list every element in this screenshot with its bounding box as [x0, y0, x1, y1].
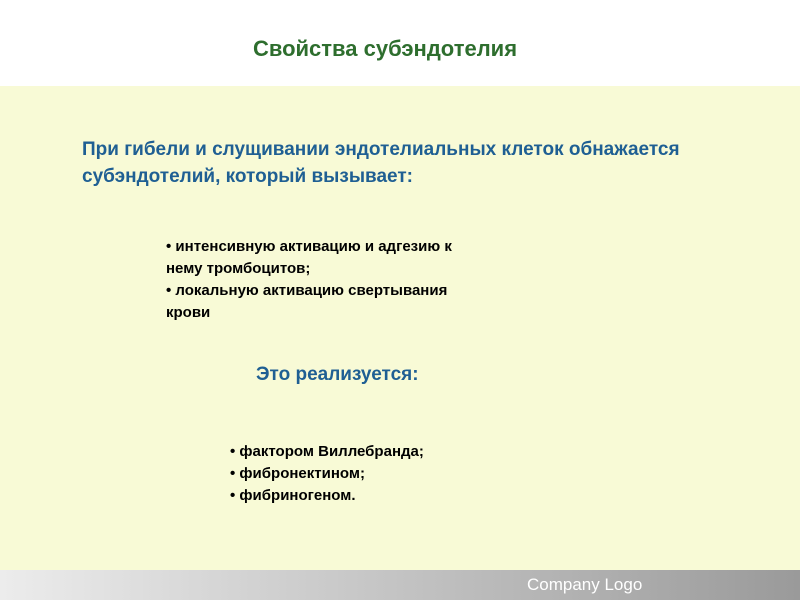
bullet-icon: • [230, 465, 236, 482]
bullet-icon: • [230, 487, 236, 504]
company-logo: Company Logo [527, 575, 643, 594]
effect-text: интенсивную активацию и адгезию к нему тромбоцитов; [166, 238, 452, 277]
list-item [166, 280, 586, 324]
bullet-icon: • [230, 443, 236, 460]
factor-text: фибриногеном. [235, 487, 356, 504]
list-item [166, 236, 586, 280]
site-url: www.themegallery. com [610, 5, 752, 46]
list-item [230, 463, 550, 485]
effect-text: локальную активацию свертывания крови [166, 282, 448, 321]
list-item [230, 441, 550, 463]
bullet-icon: • [166, 282, 172, 299]
bullet-icon: • [166, 238, 172, 255]
factor-text: фактором Виллебранда; [235, 443, 424, 460]
effects-list [166, 236, 586, 324]
factors-list [230, 441, 550, 507]
slide-title: Свойства субэндотелия [252, 36, 518, 61]
intro-text: При гибели и слущивании эндотелиальных клеток обнажается субэндотелий, который вызывает: [82, 139, 680, 187]
list-item [230, 485, 550, 507]
subheading: Это реализуется: [256, 364, 419, 385]
factor-text: фибронектином; [235, 465, 365, 482]
